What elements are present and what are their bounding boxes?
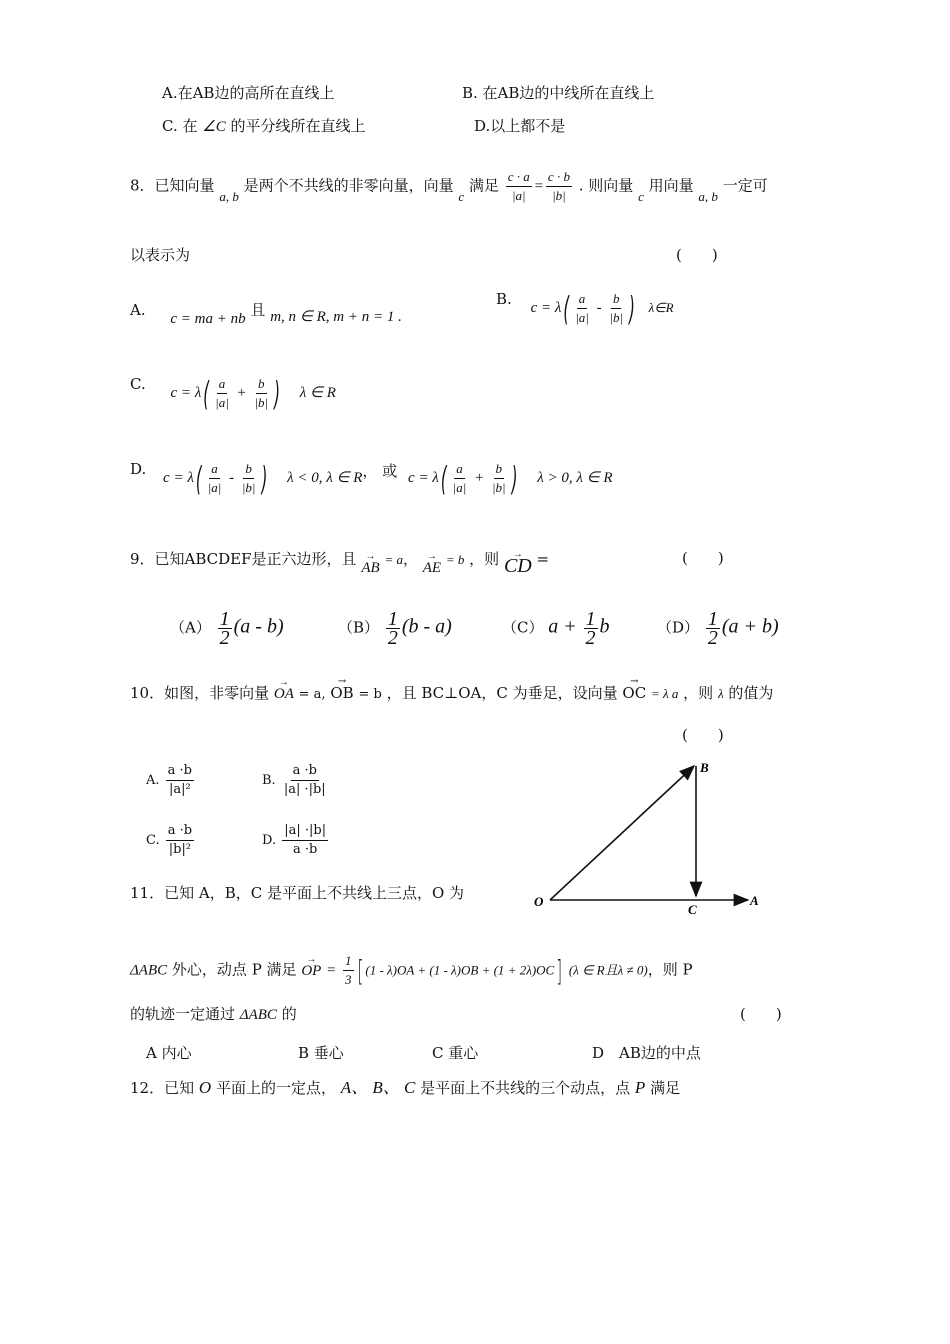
q11-option-a: A 内心 — [146, 1044, 192, 1062]
q11-text-3: ，则 P — [647, 960, 693, 979]
q9-eq: = — [536, 550, 550, 568]
q9-option-d — [657, 610, 779, 647]
q8-option-c — [130, 375, 336, 412]
q9-text-1: 9．已知ABCDEF是正六边形，且 — [130, 550, 357, 568]
q11-option-c: C 重心 — [432, 1044, 479, 1062]
q9-option-d-math: (a + b) — [721, 615, 779, 638]
q10-option-d-frac: $\frac{|a| \cdot|b|}{a \cdot b}$ — [284, 823, 327, 857]
q8-option-c-math: c = λ ( $\frac{a}{|a|}$ + $\frac{b}{|b|}$ ) — [170, 373, 280, 414]
q10-stem — [130, 683, 773, 705]
q10-option-b — [262, 762, 330, 799]
q10-figure-label-a: A — [750, 893, 759, 908]
q10-vec-oc: → OC — [622, 683, 646, 703]
q9-eq-b: = b — [445, 552, 465, 567]
q8-option-c-label: C. — [130, 374, 146, 393]
q9-option-a-label: （A） — [170, 618, 211, 637]
q10-eq-1: = a, — [298, 687, 326, 702]
q10-option-d — [262, 822, 330, 859]
q9-option-b-math: (b - a) — [401, 615, 452, 638]
q10-option-c-frac: $\frac{a \cdot b}{\text{|b|²}}$ — [167, 823, 193, 857]
q9-option-d-half: $\frac{1}{2}$ — [707, 608, 718, 649]
q10-option-a — [146, 762, 196, 799]
q9-option-c-label: （C） — [502, 618, 544, 637]
q10-figure-label-o: O — [534, 894, 544, 909]
q12-point-o: O — [198, 1078, 212, 1097]
q10-option-a-frac: $\frac{a \cdot b}{\text{|a|²}}$ — [167, 763, 193, 797]
q8-stem-line2: 以表示为 — [130, 246, 191, 264]
q11-text-2: 外心，动点 P 满足 — [171, 960, 297, 979]
q8-text-4: . 则向量 — [578, 176, 634, 195]
q8-stem-line1 — [130, 168, 768, 205]
q8-option-a-text: 且 — [250, 301, 266, 319]
q8-answer-bracket: ( ) — [676, 246, 718, 264]
q11-vec-op: → OP — [301, 961, 321, 981]
q12-text-1: 12．已知 — [130, 1079, 195, 1097]
q7-option-c-post: 的平分线所在直线上 — [230, 117, 366, 135]
q10-figure-label-c: C — [688, 902, 697, 917]
q11-triangle-2: ΔABC — [239, 1007, 277, 1023]
q7-option-b: B. 在AB边的中线所在直线上 — [462, 84, 655, 102]
q8-option-b-cond: λ∈R — [648, 299, 674, 315]
q8-option-d — [130, 460, 613, 497]
q9-eq-a: = a — [384, 552, 403, 567]
q10-triangle-figure — [520, 750, 780, 920]
q11-stem-line2: ΔABC 外心，动点 P 满足 → OP = $\frac{1}{3}$ [ (1 - λ)OA + (1 - λ)OB + (1 + 2λ)OC ] (λ ∈ R且λ ≠ 0)，则 P — [130, 952, 693, 989]
q8-option-d-cond-2: λ > 0, λ ∈ R — [537, 469, 613, 486]
q10-vec-ob: → OB — [330, 683, 353, 703]
q8-option-b-frac-1: $\frac{a}{|a|}$ — [575, 291, 589, 325]
q10-option-b-frac: $\frac{a \cdot b}{|a| \cdot|b|}$ — [283, 763, 326, 797]
q9-vec-cd: → CD — [504, 556, 532, 576]
q8-option-a-label: A. — [130, 301, 146, 319]
q8-vec-ab-2: a, b — [698, 188, 718, 204]
q8-cond-den-1: |a| — [511, 188, 526, 203]
q8-option-d-or: ， 或 — [362, 461, 398, 480]
q9-option-c-half: $\frac{1}{2}$ — [585, 608, 596, 649]
q8-option-b-lhs: c = λ — [530, 299, 562, 316]
q8-option-b-frac-2: $\frac{b}{|b|}$ — [609, 291, 624, 325]
q10-text-2: ，且 BC⊥OA，C 为垂足，设向量 — [386, 684, 618, 702]
q9-option-d-label: （D） — [657, 618, 700, 637]
q10-vec-oa: → OA — [274, 684, 294, 704]
q10-option-b-label: B. — [262, 773, 276, 788]
q10-text-4: 的值为 — [728, 684, 774, 702]
q9-option-c-math-post: b — [599, 615, 610, 638]
q8-option-a — [130, 300, 402, 327]
q8-vec-c-2: c — [638, 188, 644, 204]
q11-third: $\frac{1}{3}$ — [345, 953, 352, 987]
q10-text-3: ，则 — [683, 684, 714, 702]
q8-text-2: 是两个不共线的非零向量，向量 — [243, 176, 454, 195]
q12-text-2: 平面上的一定点， — [215, 1079, 336, 1097]
q9-option-a-math: (a - b) — [233, 615, 284, 638]
q8-option-c-cond: λ ∈ R — [299, 384, 336, 401]
q8-option-d-math-1: c = λ ( $\frac{a}{|a|}$ - $\frac{b}{|b|}$ ) — [163, 458, 268, 499]
q8-option-d-label: D. — [130, 459, 147, 478]
q8-cond-frac-2 — [546, 168, 572, 205]
q10-figure-label-b: B — [700, 760, 709, 775]
q10-answer-bracket: ( ) — [682, 726, 724, 744]
q12-points-abc: A、 B、 C — [340, 1078, 416, 1097]
q11-text-5: 的 — [281, 1005, 297, 1023]
q8-cond-frac-1 — [506, 168, 532, 205]
q10-eq-3: = λ a — [650, 686, 679, 701]
q8-option-a-math: c = ma + nb — [170, 311, 246, 327]
q8-text-1: 8．已知向量 — [130, 176, 215, 195]
q11-eq: = — [326, 962, 337, 979]
q8-option-b-paren-open: ( — [563, 288, 570, 329]
q9-option-a-half: $\frac{1}{2}$ — [219, 608, 230, 649]
q7-option-c-pre: C. 在 — [162, 117, 198, 135]
q11-stem-line1: 11．已知 A，B，C 是平面上不共线上三点，O 为 — [130, 884, 465, 902]
q7-option-d: D.以上都不是 — [474, 117, 566, 135]
q9-vec-ae: → AE — [423, 558, 441, 578]
q9-option-b-label: （B） — [338, 618, 380, 637]
q11-expr: (1 - λ)OA + (1 - λ)OB + (1 + 2λ)OC — [365, 962, 555, 978]
q10-option-a-label: A. — [146, 773, 160, 788]
q8-vec-c: c — [458, 188, 465, 204]
q9-option-c-math-pre: a + — [548, 615, 577, 638]
q11-answer-bracket: ( ) — [740, 1005, 782, 1023]
q10-option-d-label: D. — [262, 833, 277, 848]
q9-stem: 9．已知ABCDEF是正六边形，且 → AB = a， → AE = b ，则 → CD = — [130, 548, 549, 570]
q8-text-5: 用向量 — [648, 176, 694, 195]
q9-text-2: ，则 — [469, 550, 500, 568]
q11-option-d: D AB边的中点 — [592, 1044, 701, 1062]
q10-option-c-label: C. — [146, 833, 160, 848]
q12-stem — [130, 1078, 680, 1098]
q10-text-1: 10．如图，非零向量 — [130, 684, 270, 702]
q11-triangle: ΔABC — [130, 962, 168, 979]
q7-option-a: A.在AB边的高所在直线上 — [162, 84, 335, 102]
q8-cond-eq: = — [533, 178, 544, 195]
q8-option-a-cond: m, n ∈ R, m + n = 1 . — [270, 309, 402, 325]
q11-stem-line3 — [130, 1004, 297, 1025]
q8-option-b-paren-close: ) — [629, 288, 635, 329]
q8-cond-den-2: |b| — [552, 188, 566, 203]
q8-cond-num-2: c · b — [546, 168, 572, 187]
q8-option-b-math: c = λ ( $\frac{a}{|a|}$ - $\frac{b}{|b|}$ ) — [531, 300, 641, 316]
q10-option-c — [146, 822, 196, 859]
q8-text-6: 一定可 — [722, 176, 768, 195]
q8-cond-num-1: c · a — [506, 168, 532, 187]
q8-option-d-cond-1: λ < 0, λ ∈ R — [287, 469, 363, 486]
q8-vec-ab: a, b — [219, 188, 239, 204]
q8-text-3: 满足 — [468, 176, 499, 195]
q7-option-c-math: ∠C — [202, 119, 226, 135]
q9-vec-ab: → AB — [361, 558, 379, 578]
q10-eq-2: = b — [358, 687, 382, 702]
q10-lambda: λ — [717, 686, 724, 701]
q8-option-b-label: B. — [496, 289, 512, 308]
q8-option-b — [496, 290, 674, 327]
q9-option-b — [338, 610, 452, 647]
q11-text-4: 的轨迹一定通过 — [130, 1005, 236, 1023]
q9-option-b-half: $\frac{1}{2}$ — [387, 608, 398, 649]
q9-answer-bracket: ( ) — [682, 549, 724, 567]
q11-option-b: B 垂心 — [298, 1044, 344, 1062]
q12-text-3: 是平面上不共线的三个动点，点 — [420, 1079, 631, 1097]
q9-option-c — [502, 610, 610, 647]
q8-option-d-math-2: c = λ ( $\frac{a}{|a|}$ + $\frac{b}{|b|}$ ) — [408, 458, 518, 499]
q10-figure-ob-line — [550, 766, 694, 900]
q12-text-4: 满足 — [650, 1079, 681, 1097]
q7-option-c — [162, 116, 366, 137]
q9-option-a — [170, 610, 284, 647]
q11-cond: (λ ∈ R且λ ≠ 0) — [568, 962, 648, 978]
q12-point-p: P — [634, 1078, 646, 1097]
